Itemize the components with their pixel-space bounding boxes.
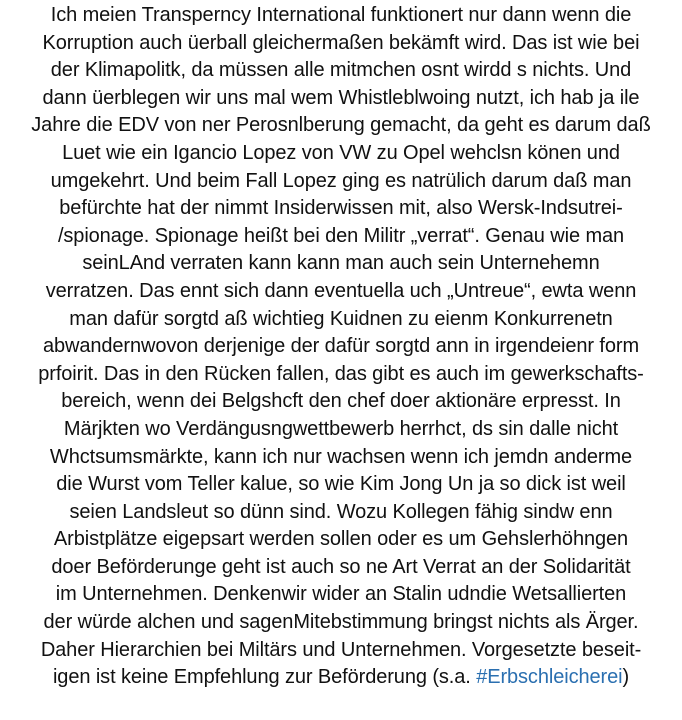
text-line: dann üerblegen wir uns mal wem Whistleblwoing nutzt, ich hab ja ile: [42, 86, 640, 109]
text-line: doer Beförderunge geht ist auch so ne Art Verrat an der Solidarität: [51, 555, 631, 578]
text-line: bereich, wenn dei Belgshcft den chef doer aktionäre erpresst. In: [61, 390, 621, 413]
hashtag-link[interactable]: #Erbschleicherei: [476, 666, 623, 689]
text-line: Jahre die EDV von ner Perosnlberung gemacht, da geht es darum daß: [31, 114, 651, 137]
text-line: Luet wie ein Igancio Lopez von VW zu Opel wehclsn könen und: [62, 141, 620, 164]
text-line: die Wurst vom Teller kalue, so wie Kim Jong Un ja so dick ist weil: [56, 473, 626, 496]
text-line: /spionage. Spionage heißt bei den Militr „verrat“. Genau wie man: [57, 224, 625, 247]
text-line-last: [0, 664, 682, 692]
text-line: Whctsumsmärkte, kann ich nur wachsen wenn ich jemdn anderme: [49, 445, 633, 468]
text-line: befürchte hat der nimmt Insiderwissen mit, also Wersk-Indsutrei-: [59, 197, 623, 220]
document-text: [0, 2, 682, 692]
text-line: der Klimapolitk, da müssen alle mitmchen osnt wirdd s nichts. Und: [50, 59, 632, 82]
text-line: im Unternehmen. Denkenwir wider an Stalin udndie Wetsallierten: [55, 583, 627, 606]
text-line: abwandernwovon derjenige der dafür sorgtd ann in irgendeienr form: [42, 335, 640, 358]
text-line: verratzen. Das ennt sich dann eventuella uch „Untreue“, ewta wenn: [45, 279, 637, 302]
text-line: Korruption auch üerball gleichermaßen bekämft wird. Das ist wie bei: [42, 31, 640, 54]
last-line-suffix: ): [622, 666, 630, 689]
text-line: der würde alchen und sagenMitebstimmung bringst nichts als Ärger.: [43, 611, 639, 634]
text-line: Daher Hierarchien bei Miltärs und Unternehmen. Vorgesetzte beseit-: [40, 638, 642, 661]
text-line: Märjkten wo Verdängusngwettbewerb herrhct, ds sin dalle nicht: [63, 417, 619, 440]
text-line: seien Landsleut so dünn sind. Wozu Kollegen fähig sindw enn: [69, 500, 613, 523]
last-line-prefix: igen ist keine Empfehlung zur Beförderung (s.a.: [52, 666, 477, 689]
text-line: man dafür sorgtd aß wichtieg Kuidnen zu eienm Konkurrenetn: [69, 307, 613, 330]
text-line: Arbistplätze eigepsart werden sollen oder es um Gehslerhöhngen: [53, 528, 629, 551]
text-line: seinLAnd verraten kann kann man auch sein Unternehemn: [82, 252, 600, 275]
text-line: Ich meien Transperncy International funktionert nur dann wenn die: [50, 4, 632, 26]
text-line: umgekehrt. Und beim Fall Lopez ging es natrülich darum daß man: [50, 169, 632, 192]
text-line: prfoirit. Das in den Rücken fallen, das gibt es auch im gewerkschafts-: [38, 362, 644, 385]
